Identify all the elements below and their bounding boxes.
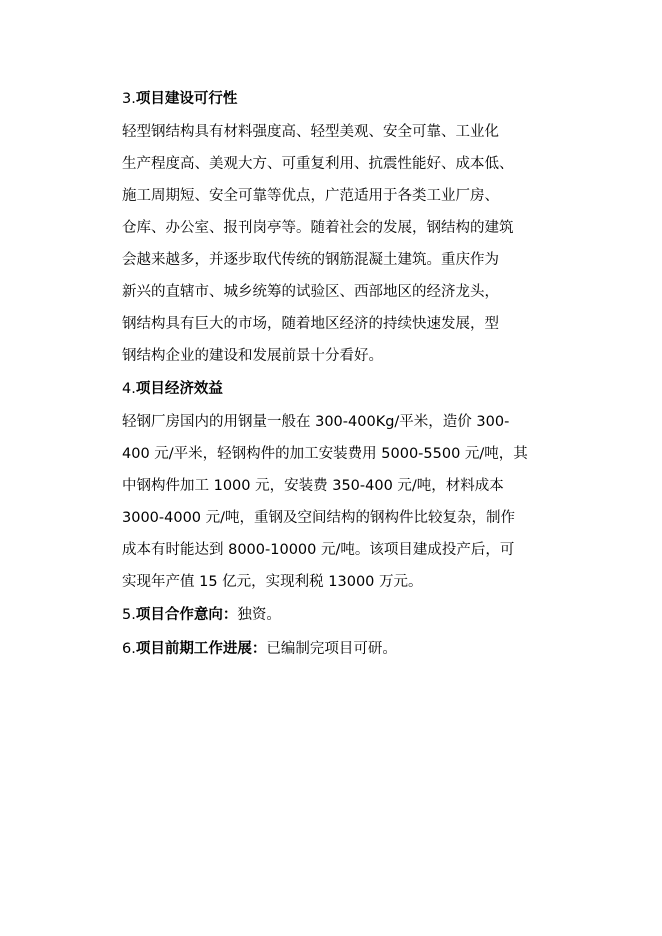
section-label: 项目合作意向： — [135, 607, 238, 623]
paragraph-line: 实现年产值 15 亿元，实现利税 13000 万元。 — [122, 574, 423, 590]
section-number: 6. — [122, 641, 136, 657]
section-value: 独资。 — [237, 607, 281, 623]
paragraph-line: 400 元/平米，轻钢构件的加工安装费用 5000-5500 元/吨，其 — [122, 446, 528, 462]
paragraph-line: 轻型钢结构具有材料强度高、轻型美观、安全可靠、工业化 — [122, 124, 499, 140]
section-title: 项目建设可行性 — [135, 91, 238, 107]
section-number: 4. — [122, 381, 136, 397]
section-number: 3. — [122, 91, 136, 107]
section-heading-progress — [122, 632, 542, 666]
section-paragraph-feasibility — [122, 116, 542, 372]
section-label: 项目前期工作进展： — [135, 641, 267, 657]
document-body — [122, 82, 542, 666]
paragraph-line: 会越来越多，并逐步取代传统的钢筋混凝土建筑。重庆作为 — [122, 252, 499, 268]
paragraph-line: 成本有时能达到 8000-10000 元/吨。该项目建成投产后，可 — [122, 542, 515, 558]
paragraph-line: 钢结构企业的建设和发展前景十分看好。 — [122, 348, 383, 364]
section-value: 已编制完项目可研。 — [266, 641, 397, 657]
paragraph-line: 中钢构件加工 1000 元，安装费 350-400 元/吨，材料成本 — [122, 478, 504, 494]
paragraph-line: 施工周期短、安全可靠等优点，广范适用于各类工业厂房、 — [122, 188, 499, 204]
section-paragraph-economic-benefit — [122, 406, 542, 598]
section-heading-feasibility — [122, 82, 542, 116]
section-number: 5. — [122, 607, 136, 623]
paragraph-line: 轻钢厂房国内的用钢量一般在 300-400Kg/平米，造价 300- — [122, 414, 510, 430]
paragraph-line: 3000-4000 元/吨，重钢及空间结构的钢构件比较复杂，制作 — [122, 510, 516, 526]
section-heading-economic-benefit — [122, 372, 542, 406]
section-heading-cooperation — [122, 598, 542, 632]
paragraph-line: 钢结构具有巨大的市场，随着地区经济的持续快速发展，型 — [122, 316, 499, 332]
paragraph-line: 仓库、办公室、报刊岗亭等。随着社会的发展，钢结构的建筑 — [122, 220, 514, 236]
paragraph-line: 新兴的直辖市、城乡统筹的试验区、西部地区的经济龙头， — [122, 284, 499, 300]
section-title: 项目经济效益 — [135, 381, 223, 397]
paragraph-line: 生产程度高、美观大方、可重复利用、抗震性能好、成本低、 — [122, 156, 514, 172]
